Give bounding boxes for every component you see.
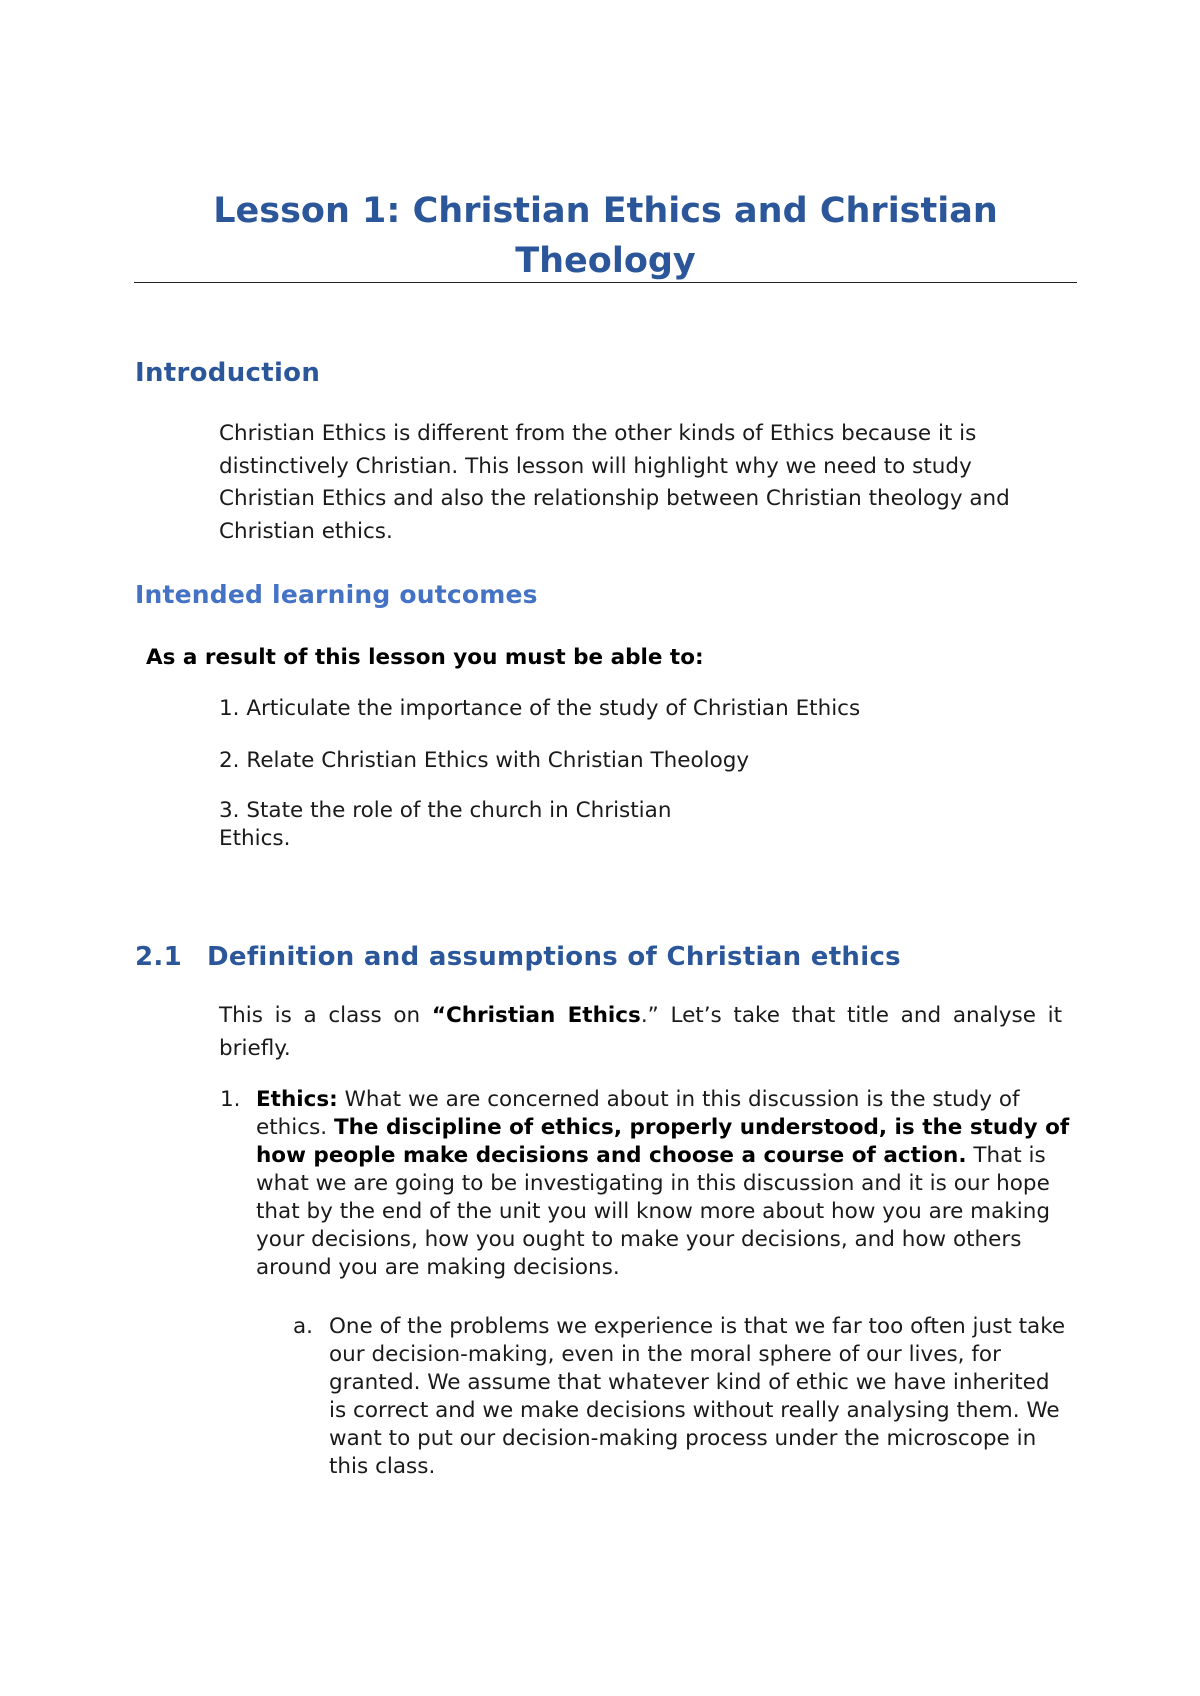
list-item-bold: The discipline of ethics, properly understood, is the study of how people make decisions and choose a course of action. <box>256 1115 1070 1168</box>
introduction-text: Christian Ethics is different from the other kinds of Ethics because it is distinctively Christian. This lesson will highlight why we need to study Christian Ethics and also the relationship between Christian theology and Christian ethics. <box>219 421 1010 544</box>
section-intro-text-1: This is a class on <box>219 1003 432 1028</box>
outcome-item-3: 3. State the role of the church in Christian Ethics. <box>219 798 672 851</box>
list-item-text-1: What we are concerned about in this discussion is the study of ethics. <box>256 1087 1020 1140</box>
section-heading <box>135 941 901 973</box>
section-intro-text-2: .” Let’s take that title and analyse it briefly. <box>219 1003 1063 1061</box>
sub-list-item-text: One of the problems we experience is that we far too often just take our decision-making, even in the moral sphere of our lives, for granted. We assume that whatever kind of ethic we have inherited is correct and we make decisions without really analysing them. We want to put our decision-making process under the microscope in this class. <box>329 1314 1066 1479</box>
sub-list-item <box>293 1313 1071 1481</box>
outcome-item-1: 1. Articulate the importance of the study of Christian Ethics <box>219 696 861 721</box>
outcomes-lead-in: As a result of this lesson you must be able to: <box>146 645 704 670</box>
outcome-item-2: 2. Relate Christian Ethics with Christian Theology <box>219 748 750 773</box>
outcomes-heading: Intended learning outcomes <box>135 580 538 609</box>
list-item-marker: 1. <box>220 1087 241 1112</box>
list-item-text-2: That is what we are going to be investigating in this discussion and it is our hope that by the end of the unit you will know more about how you are making your decisions, how you ought to make your decisions, and how others around you are making decisions. <box>256 1143 1050 1280</box>
list-item <box>220 1086 1071 1282</box>
section-number: 2.1 <box>135 942 182 972</box>
section-title: Definition and assumptions of Christian ethics <box>207 942 901 972</box>
sub-list-item-marker: a. <box>293 1314 314 1339</box>
document-title: Lesson 1: Christian Ethics and Christian Theology <box>213 191 998 281</box>
section-intro-bold: “Christian Ethics <box>431 1003 641 1028</box>
list-item-term: Ethics: <box>256 1087 338 1112</box>
section-intro <box>219 1000 1062 1065</box>
introduction-heading: Introduction <box>135 358 321 388</box>
introduction-paragraph <box>219 418 1039 548</box>
title-underline <box>134 282 1077 283</box>
